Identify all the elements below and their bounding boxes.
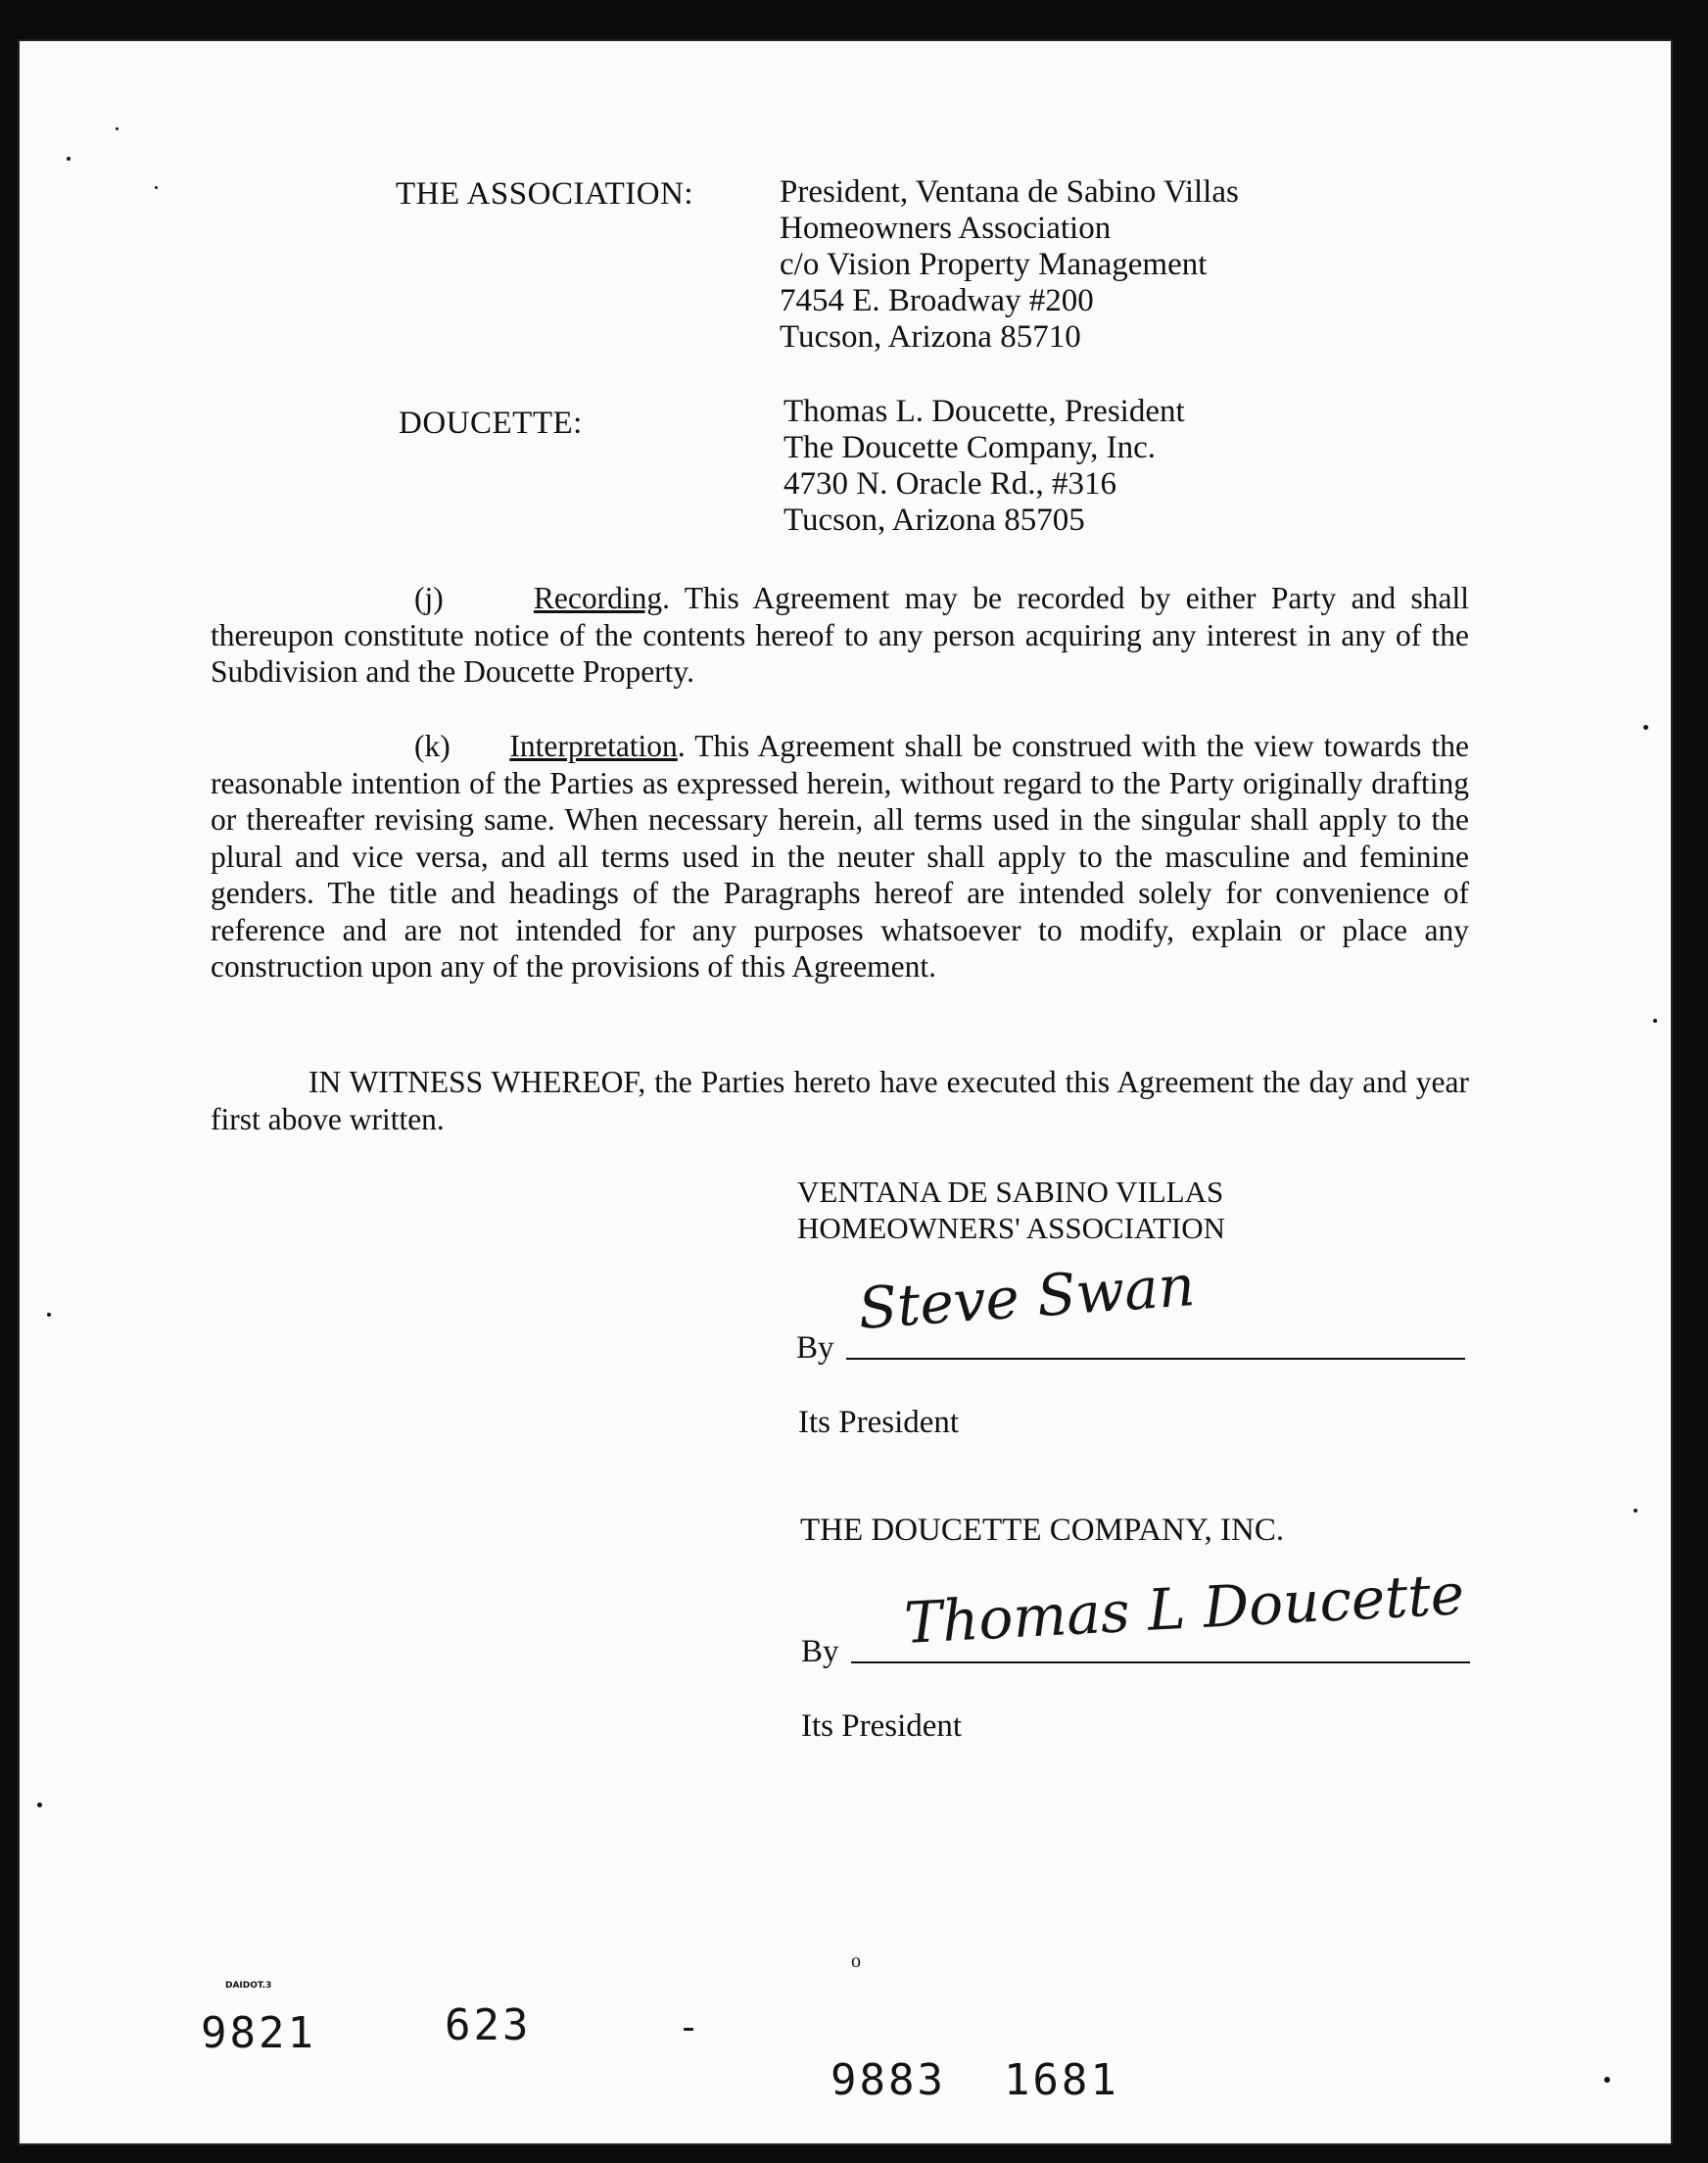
association-address-line: President, Ventana de Sabino Villas: [780, 174, 1239, 210]
association-org-line: VENTANA DE SABINO VILLAS: [797, 1175, 1224, 1209]
doucette-address-line: 4730 N. Oracle Rd., #316: [783, 466, 1117, 502]
section-k-heading: Interpretation: [509, 729, 678, 763]
footer-mark: o: [851, 1950, 861, 1972]
witness-clause: [211, 1064, 1469, 1137]
association-address-line: c/o Vision Property Management: [780, 247, 1208, 282]
section-j-text: . This Agreement may be recorded by either Party and shall thereupon constitute notice of the contents hereof to any person acquiring any interest in any of the Subdivision and the Doucette Property.: [211, 581, 1469, 689]
scan-speck: [116, 127, 119, 130]
association-by-label: By: [796, 1330, 834, 1366]
association-signature: Steve Swan: [856, 1252, 1198, 1342]
scan-speck: [1643, 725, 1648, 730]
footer-number-middle: 623: [445, 2000, 532, 2050]
association-address-line: Tucson, Arizona 85710: [780, 319, 1081, 355]
section-j-heading: Recording: [533, 581, 663, 615]
section-j-number: (j): [414, 581, 444, 615]
doucette-signer-title: Its President: [801, 1708, 963, 1744]
footer-number-right: 9883 1681: [830, 2055, 1119, 2105]
scan-speck: [1634, 1509, 1637, 1513]
scan-speck: [684, 2028, 693, 2031]
scan-speck: [37, 1802, 42, 1807]
scan-speck: [1653, 1019, 1657, 1023]
scan-speck: [155, 186, 158, 189]
association-signature-block: [797, 1174, 1225, 1246]
section-j-recording: [211, 580, 1469, 691]
doucette-org: THE DOUCETTE COMPANY, INC.: [800, 1513, 1285, 1548]
association-address-line: 7454 E. Broadway #200: [780, 283, 1094, 318]
doucette-label: DOUCETTE:: [399, 406, 583, 441]
document-page: [18, 39, 1673, 2145]
association-label: THE ASSOCIATION:: [396, 176, 694, 212]
footer-number-left: 9821: [201, 2008, 316, 2058]
scan-speck: [47, 1313, 51, 1317]
association-signer-title: Its President: [798, 1405, 960, 1440]
scan-speck: [1604, 2077, 1610, 2083]
section-k-number: (k): [414, 729, 451, 763]
witness-text: IN WITNESS WHEREOF, the Parties hereto have executed this Agreement the day and year first above written.: [211, 1065, 1469, 1136]
doucette-signature: Thomas L Doucette: [902, 1561, 1466, 1657]
scan-speck: [67, 157, 71, 161]
doucette-address-line: Tucson, Arizona 85705: [783, 503, 1085, 538]
association-address-line: Homeowners Association: [780, 211, 1112, 246]
association-org-line: HOMEOWNERS' ASSOCIATION: [797, 1211, 1226, 1245]
doucette-address-line: Thomas L. Doucette, President: [783, 394, 1185, 429]
doucette-address-line: The Doucette Company, Inc.: [783, 430, 1156, 465]
doucette-by-label: By: [801, 1634, 839, 1669]
association-signature-line: [846, 1358, 1465, 1360]
association-address: [780, 172, 1239, 354]
doucette-address: [783, 392, 1185, 537]
doucette-signature-line: [851, 1661, 1470, 1663]
footer-tiny-code: DAIDOT.3: [225, 1981, 272, 1991]
section-k-interpretation: [211, 728, 1469, 985]
section-k-text: . This Agreement shall be construed with the view towards the reasonable intention of the Parties as expressed herein, without regard to the Party originally drafting or thereafter revising same. When necessary herein, all terms used in the singular shall apply to the plural and vice versa, and all terms used in the neuter shall apply to the masculine and feminine genders. The title and headings of the Paragraphs hereof are intended solely for convenience of reference and are not intended for any purposes whatsoever to modify, explain or place any construction upon any of the provisions of this Agreement.: [211, 729, 1470, 984]
